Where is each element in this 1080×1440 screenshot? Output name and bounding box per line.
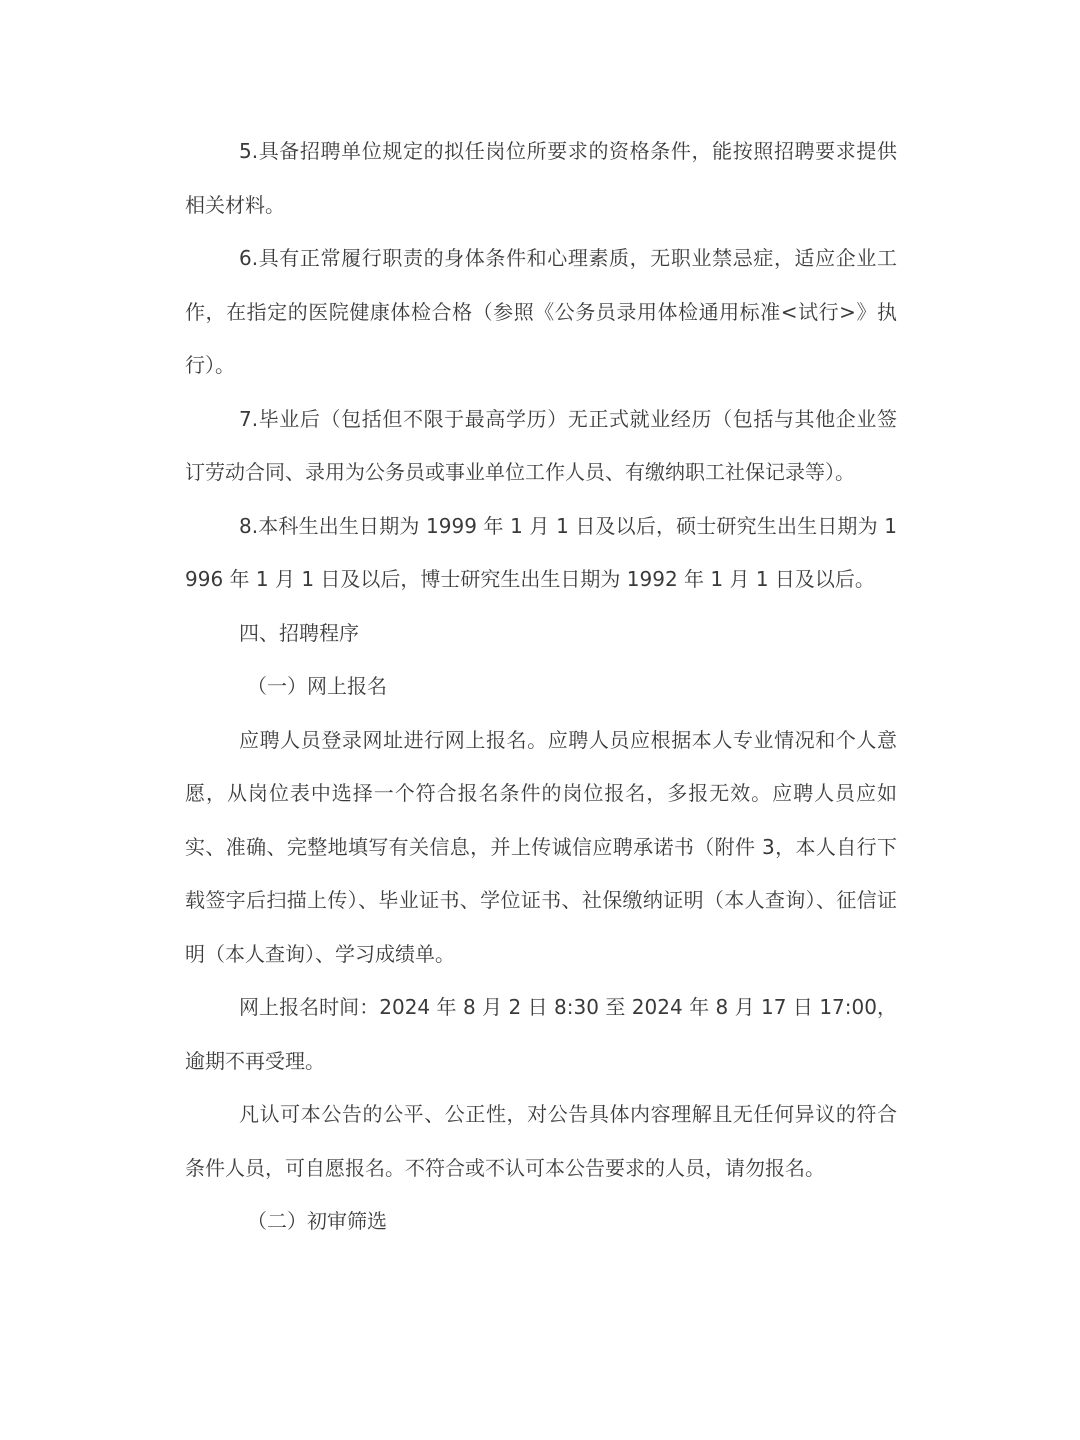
paragraph-item-5: 5.具备招聘单位规定的拟任岗位所要求的资格条件，能按照招聘要求提供相关材料。 xyxy=(185,139,897,217)
paragraph-item-6: 6.具有正常履行职责的身体条件和心理素质，无职业禁忌症，适应企业工作，在指定的医院健康体检合格（参照《公务员录用体检通用标准<试行>》执行）。 xyxy=(185,246,897,377)
paragraph-item-8: 8.本科生出生日期为 1999 年 1 月 1 日及以后，硕士研究生出生日期为 1996 年 1 月 1 日及以后，博士研究生出生日期为 1992 年 1 月 1 日及以后。 xyxy=(185,513,897,591)
section-heading-recruitment-procedure: 四、招聘程序 xyxy=(239,620,359,645)
paragraph-item-7: 7.毕业后（包括但不限于最高学历）无正式就业经历（包括与其他企业签订劳动合同、录用为公务员或事业单位工作人员、有缴纳职工社保记录等）。 xyxy=(185,406,897,484)
paragraph-registration-time: 网上报名时间：2024 年 8 月 2 日 8:30 至 2024 年 8 月 17 日 17:00，逾期不再受理。 xyxy=(185,995,897,1073)
paragraph-online-registration: 应聘人员登录网址进行网上报名。应聘人员应根据本人专业情况和个人意愿，从岗位表中选择一个符合报名条件的岗位报名，多报无效。应聘人员应如实、准确、完整地填写有关信息，并上传诚信应聘承诺书（附件 3，本人自行下载签字后扫描上传）、毕业证书、学位证书、社保缴纳证明（本人查询）、征信证明（本人查询）、学习成绩单。 xyxy=(185,727,897,966)
subsection-heading-initial-screening: （二）初审筛选 xyxy=(247,1209,387,1233)
paragraph-acceptance-note: 凡认可本公告的公平、公正性，对公告具体内容理解且无任何异议的符合条件人员，可自愿报名。不符合或不认可本公告要求的人员，请勿报名。 xyxy=(185,1102,897,1180)
document-body xyxy=(185,125,897,1249)
subsection-heading-online-registration: （一）网上报名 xyxy=(247,674,387,698)
